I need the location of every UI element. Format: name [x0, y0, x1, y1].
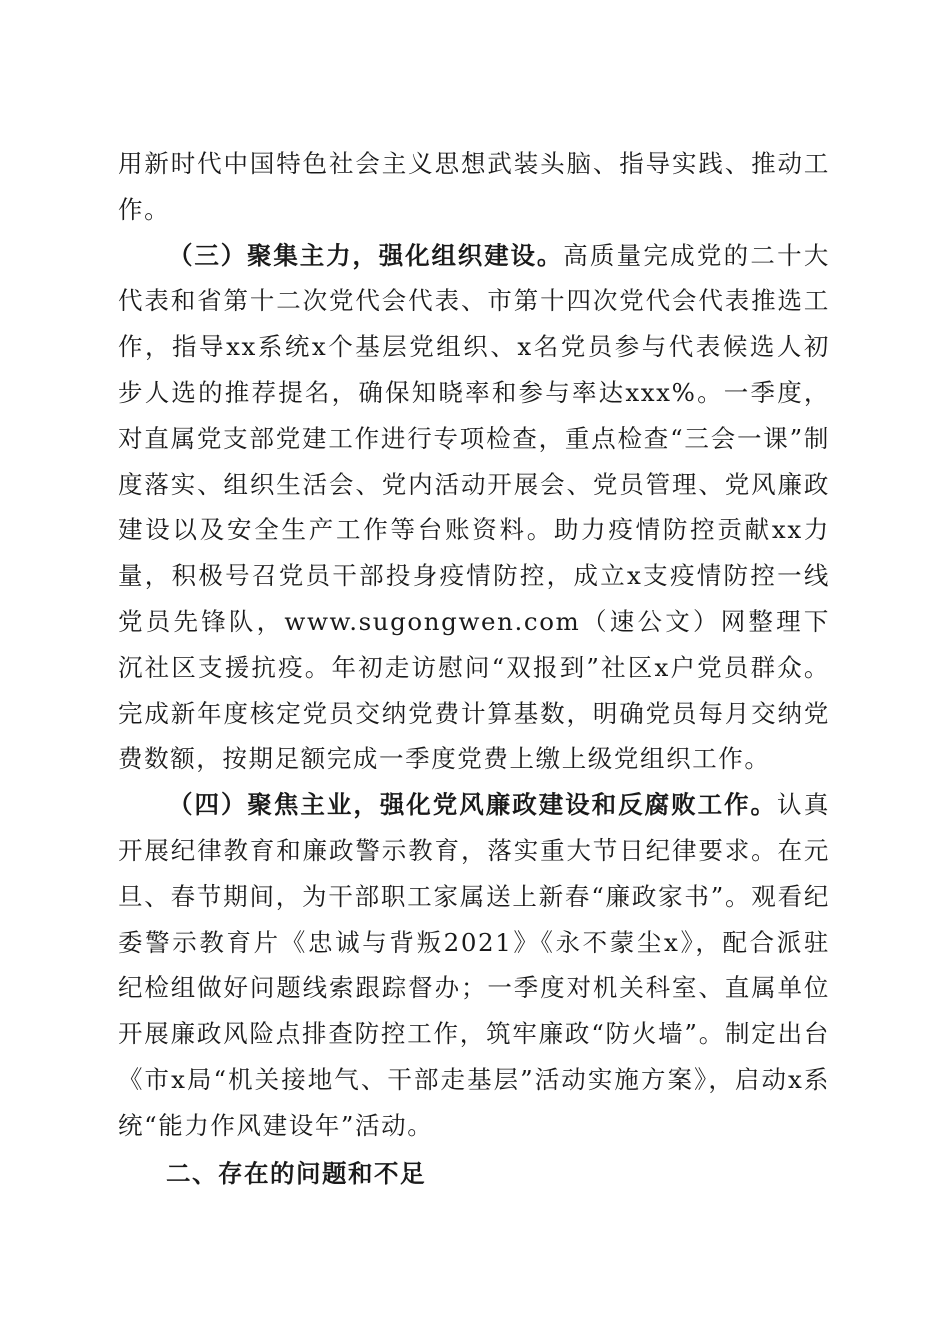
- section-4-lead: （四）聚焦主业，强化党风廉政建设和反腐败工作。: [168, 790, 778, 820]
- section-4-body: 认真开展纪律教育和廉政警示教育，落实重大节日纪律要求。在元旦、春节期间，为干部职工家属送上新春“廉政家书”。观看纪委警示教育片《忠诚与背叛2021》《永不蒙尘x》，配合派驻纪检组做好问题线索跟踪督办；一季度对机关科室、直属单位开展廉政风险点排查防控工作，筑牢廉政“防火墙”。制定出台《市x局“机关接地气、干部走基层”活动实施方案》，启动x系统“能力作风建设年”活动。: [118, 790, 830, 1140]
- paragraph-section-4: [118, 782, 830, 1148]
- paragraph-continuation: 用新时代中国特色社会主义思想武装头脑、指导实践、推动工作。: [118, 149, 830, 224]
- section-3-lead: （三）聚集主力，强化组织建设。: [168, 240, 564, 270]
- paragraph-section-3: [118, 233, 830, 783]
- section-heading-problems: 二、存在的问题和不足: [166, 1158, 426, 1188]
- document-body: [118, 141, 830, 1196]
- section-3-body: 高质量完成党的二十大代表和省第十二次党代会代表、市第十四次党代会代表推选工作，指导xx系统x个基层党组织、x名党员参与代表候选人初步人选的推荐提名，确保知晓率和参与率达xxx%。一季度，对直属党支部党建工作进行专项检查，重点检查“三会一课”制度落实、组织生活会、党内活动开展会、党员管理、党风廉政建设以及安全生产工作等台账资料。助力疫情防控贡献xx力量，积极号召党员干部投身疫情防控，成立x支疫情防控一线党员先锋队，www.sugongwen.com（速公文）网整理下沉社区支援抗疫。年初走访慰问“双报到”社区x户党员群众。完成新年度核定党员交纳党费计算基数，明确党员每月交纳党费数额，按期足额完成一季度党费上缴上级党组织工作。: [118, 240, 830, 774]
